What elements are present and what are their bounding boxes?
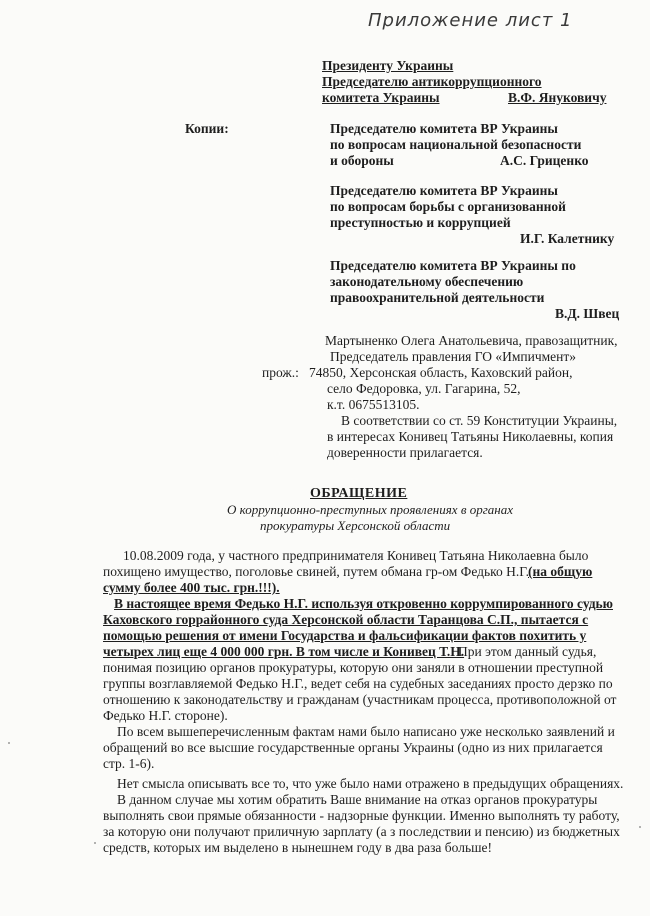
body-p2-line5: понимая позицию органов прокуратуры, которую они заняли в отношении преступной bbox=[103, 660, 604, 675]
body-p2-line8: Федько Н.Г. стороне). bbox=[103, 708, 228, 723]
scan-speck bbox=[639, 826, 641, 828]
body-p1-line3: сумму более 400 тыс. грн.!!!). bbox=[103, 580, 280, 595]
body-p5-line4: средств, которых им выделено в нынешнем году в два раза больше! bbox=[103, 840, 493, 855]
copy3-line3: правоохранительной деятельности bbox=[330, 290, 545, 305]
copy1-line3: и обороны bbox=[330, 153, 394, 168]
copies-label: Копии: bbox=[185, 121, 229, 136]
addressee-committee: Председателю антикоррупционного bbox=[322, 74, 542, 89]
body-p1-line1: 10.08.2009 года, у частного предпринимателя Конивец Татьяна Николаевна было bbox=[123, 548, 589, 563]
sender-address: 74850, Херсонская область, Каховский район, bbox=[309, 365, 573, 380]
body-p2-line3: помощью решения от имени Государства и фальсификации фактов похитить у bbox=[103, 628, 587, 643]
sender-address-street: село Федоровка, ул. Гагарина, 52, bbox=[327, 381, 521, 396]
subtitle-line2: прокуратуры Херсонской области bbox=[260, 518, 451, 533]
sender-role: Председатель правления ГО «Импичмент» bbox=[330, 349, 577, 364]
body-p2-line4a: четырех лиц еще 4 000 000 грн. В том числе и Конивец Т.Н. bbox=[103, 644, 465, 659]
body-p3-line1: По всем вышеперечисленным фактам нами было написано уже несколько заявлений и bbox=[117, 724, 615, 739]
handwritten-note: Приложение лист 1 bbox=[368, 10, 573, 31]
addressee-president: Президенту Украины bbox=[322, 58, 454, 73]
copy1-line2: по вопросам национальной безопасности bbox=[330, 137, 582, 152]
sender-power-of-attorney: доверенности прилагается. bbox=[327, 445, 483, 460]
copy3-line2: законодательному обеспечению bbox=[330, 274, 524, 289]
body-p2-line4b: При этом данный судья, bbox=[458, 644, 597, 659]
body-p3-line2: обращений во все высшие государственные органы Украины (одно из них прилагается bbox=[103, 740, 603, 755]
body-p2-line2: Каховского горрайонного суда Херсонской области Таранцова С.П., пытается с bbox=[103, 612, 589, 627]
document-title: ОБРАЩЕНИЕ bbox=[310, 486, 408, 501]
body-p5-line1: В данном случае мы хотим обратить Ваше внимание на отказ органов прокуратуры bbox=[117, 792, 598, 807]
body-p2-line6: группы возглавляемой Федько Н.Г., ведет себя на судебных заседаниях просто дерзко по bbox=[103, 676, 613, 691]
body-p5-line3: за которую они получают приличную зарплату (а з последствии и пенсию) из бюджетных bbox=[103, 824, 620, 839]
copy2-line1: Председателю комитета ВР Украины bbox=[330, 183, 558, 198]
sender-name: Мартыненко Олега Анатольевича, правозащитник, bbox=[325, 333, 618, 348]
subtitle-line1: О коррупционно-преступных проявлениях в органах bbox=[227, 502, 513, 517]
body-p2-line7: отношению к законодательству и гражданам (участникам процесса, противоположной от bbox=[103, 692, 617, 707]
addressee-committee-cont: комитета Украины bbox=[322, 90, 440, 105]
copy1-name: А.С. Гриценко bbox=[500, 153, 589, 168]
sender-phone: к.т. 0675513105. bbox=[327, 397, 420, 412]
body-p5-line2: выполнять свои прямые обязанности - надзорные функции. Именно выполнять ту работу, bbox=[103, 808, 620, 823]
body-p3-line3: стр. 1-6). bbox=[103, 756, 155, 771]
body-p2-line1: В настоящее время Федько Н.Г. используя откровенно коррумпированного судью bbox=[114, 596, 613, 611]
scan-speck bbox=[94, 842, 96, 844]
sender-constitution: В соответствии со ст. 59 Конституции Украины, bbox=[341, 413, 618, 428]
scan-speck bbox=[8, 742, 10, 744]
copy3-name: В.Д. Швец bbox=[555, 306, 620, 321]
copy2-line2: по вопросам борьбы с организованной bbox=[330, 199, 566, 214]
sender-residence-label: прож.: bbox=[262, 365, 299, 380]
body-p1-line2a: похищено имущество, поголовье свиней, путем обмана гр-ом Федько Н.Г. bbox=[103, 564, 529, 579]
copy2-name: И.Г. Калетнику bbox=[520, 231, 615, 246]
sender-interest: в интересах Конивец Татьяны Николаевны, копия bbox=[327, 429, 614, 444]
copy3-line1: Председателю комитета ВР Украины по bbox=[330, 258, 576, 273]
body-p1-line2b: (на общую bbox=[528, 564, 593, 579]
body-p4-line1: Нет смысла описывать все то, что уже было нами отражено в предыдущих обращениях. bbox=[117, 776, 624, 791]
addressee-name: В.Ф. Януковичу bbox=[508, 90, 607, 105]
copy2-line3: преступностью и коррупцией bbox=[330, 215, 511, 230]
copy1-line1: Председателю комитета ВР Украины bbox=[330, 121, 558, 136]
